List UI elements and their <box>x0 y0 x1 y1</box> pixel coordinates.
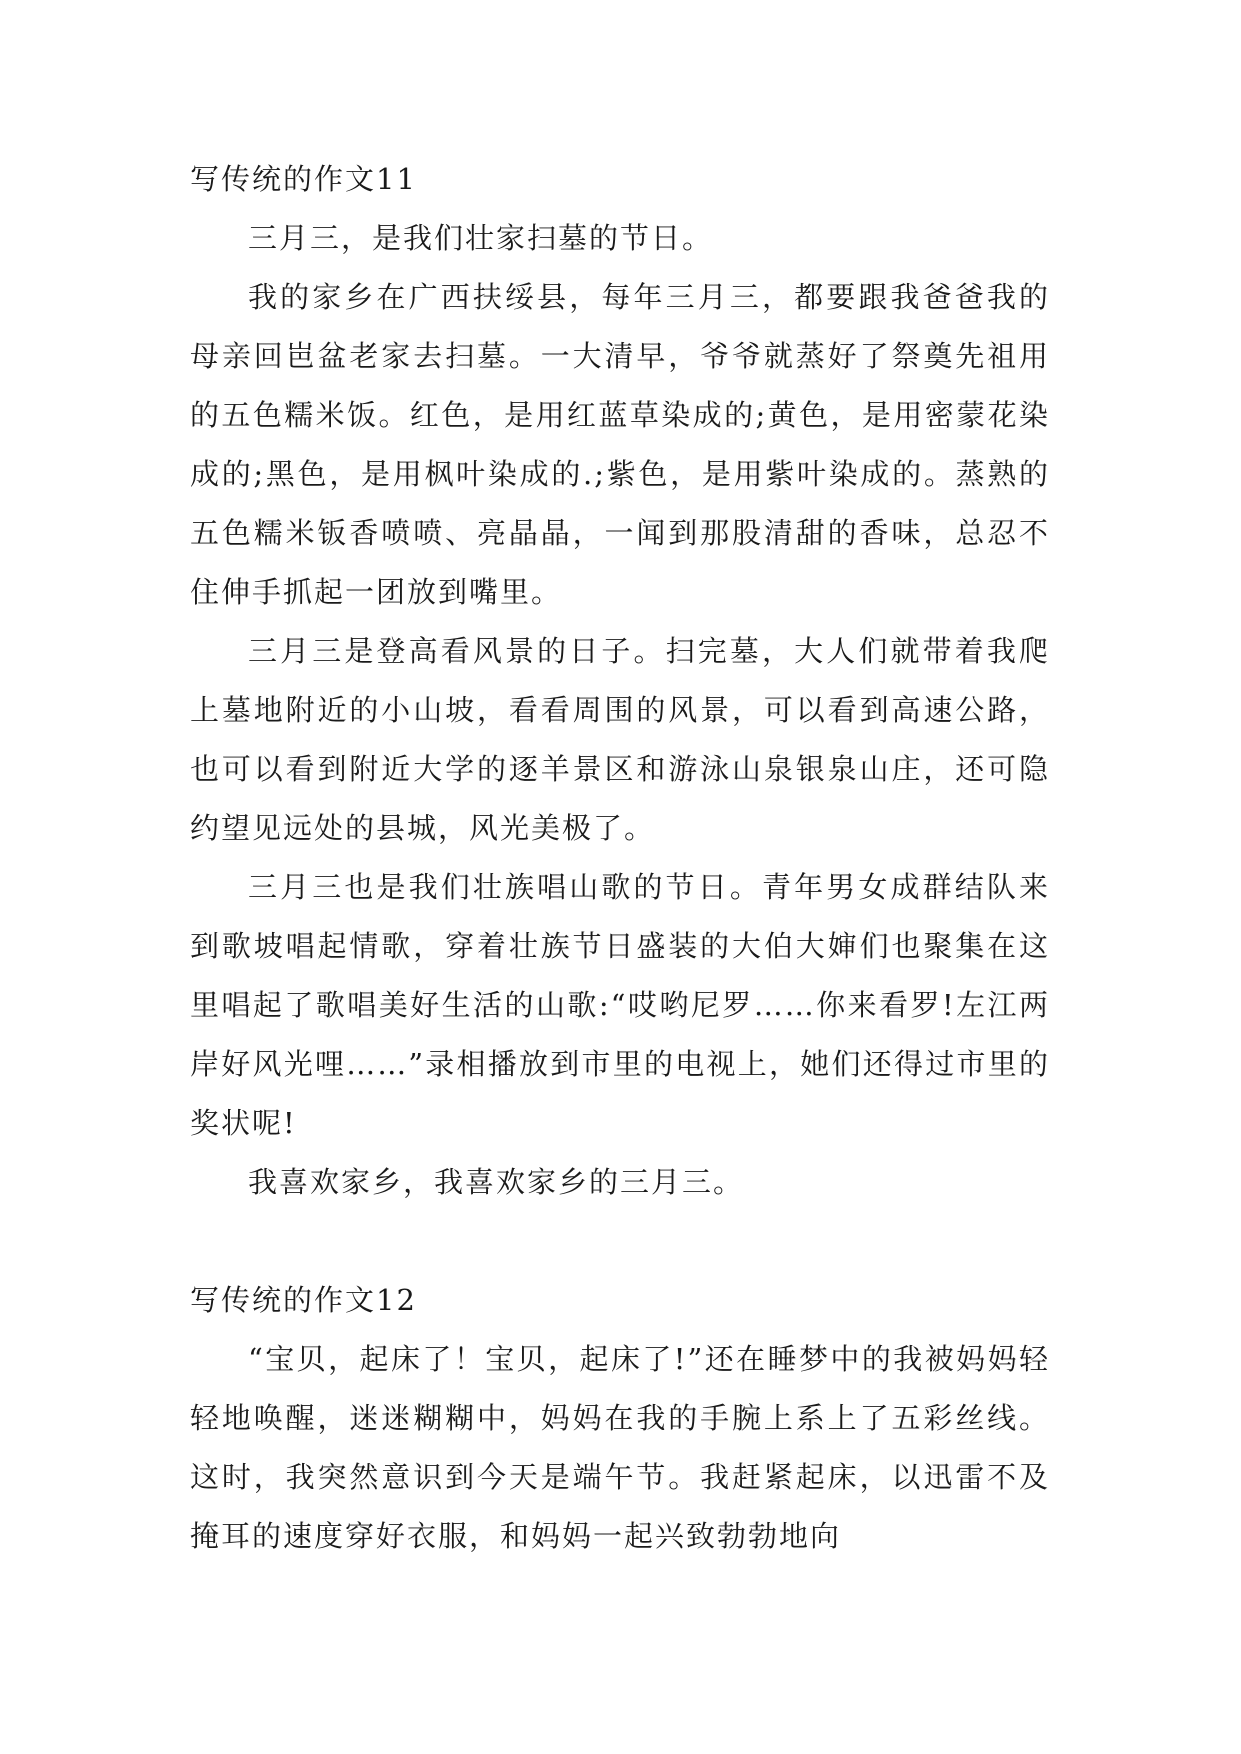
section-title: 写传统的作文12 <box>190 1283 417 1317</box>
paragraph: 三月三是登高看风景的日子。扫完墓，大人们就带着我爬上墓地附近的小山坡，看看周围的风景，可以看到高速公路，也可以看到附近大学的逐羊景区和游泳山泉银泉山庄，还可隐约望见远处的县城，风光美极了。 <box>190 634 1050 845</box>
paragraph: 我喜欢家乡，我喜欢家乡的三月三。 <box>248 1165 745 1199</box>
essay-section-12 <box>190 1271 1050 1566</box>
essay-section-11 <box>190 150 1050 1212</box>
paragraph: 我的家乡在广西扶绥县，每年三月三，都要跟我爸爸我的母亲回岜盆老家去扫墓。一大清早，爷爷就蒸好了祭奠先祖用的五色糯米饭。红色，是用红蓝草染成的;黄色，是用密蒙花染成的;黑色，是用枫叶染成的.;紫色，是用紫叶染成的。蒸熟的五色糯米钣香喷喷、亮晶晶，一闻到那股清甜的香味，总忍不住伸手抓起一团放到嘴里。 <box>190 280 1050 609</box>
paragraph: “宝贝，起床了！宝贝，起床了!”还在睡梦中的我被妈妈轻轻地唤醒，迷迷糊糊中，妈妈在我的手腕上系上了五彩丝线。这时，我突然意识到今天是端午节。我赶紧起床，以迅雷不及掩耳的速度穿好衣服，和妈妈一起兴致勃勃地向 <box>190 1342 1050 1553</box>
paragraph: 三月三，是我们壮家扫墓的节日。 <box>248 221 714 255</box>
paragraph: 三月三也是我们壮族唱山歌的节日。青年男女成群结队来到歌坡唱起情歌，穿着壮族节日盛装的大伯大婶们也聚集在这里唱起了歌唱美好生活的山歌:“哎哟尼罗……你来看罗!左江两岸好风光哩……”录相播放到市里的电视上，她们还得过市里的奖状呢! <box>190 870 1050 1140</box>
document-body <box>190 150 1050 1566</box>
section-title: 写传统的作文11 <box>190 162 417 196</box>
